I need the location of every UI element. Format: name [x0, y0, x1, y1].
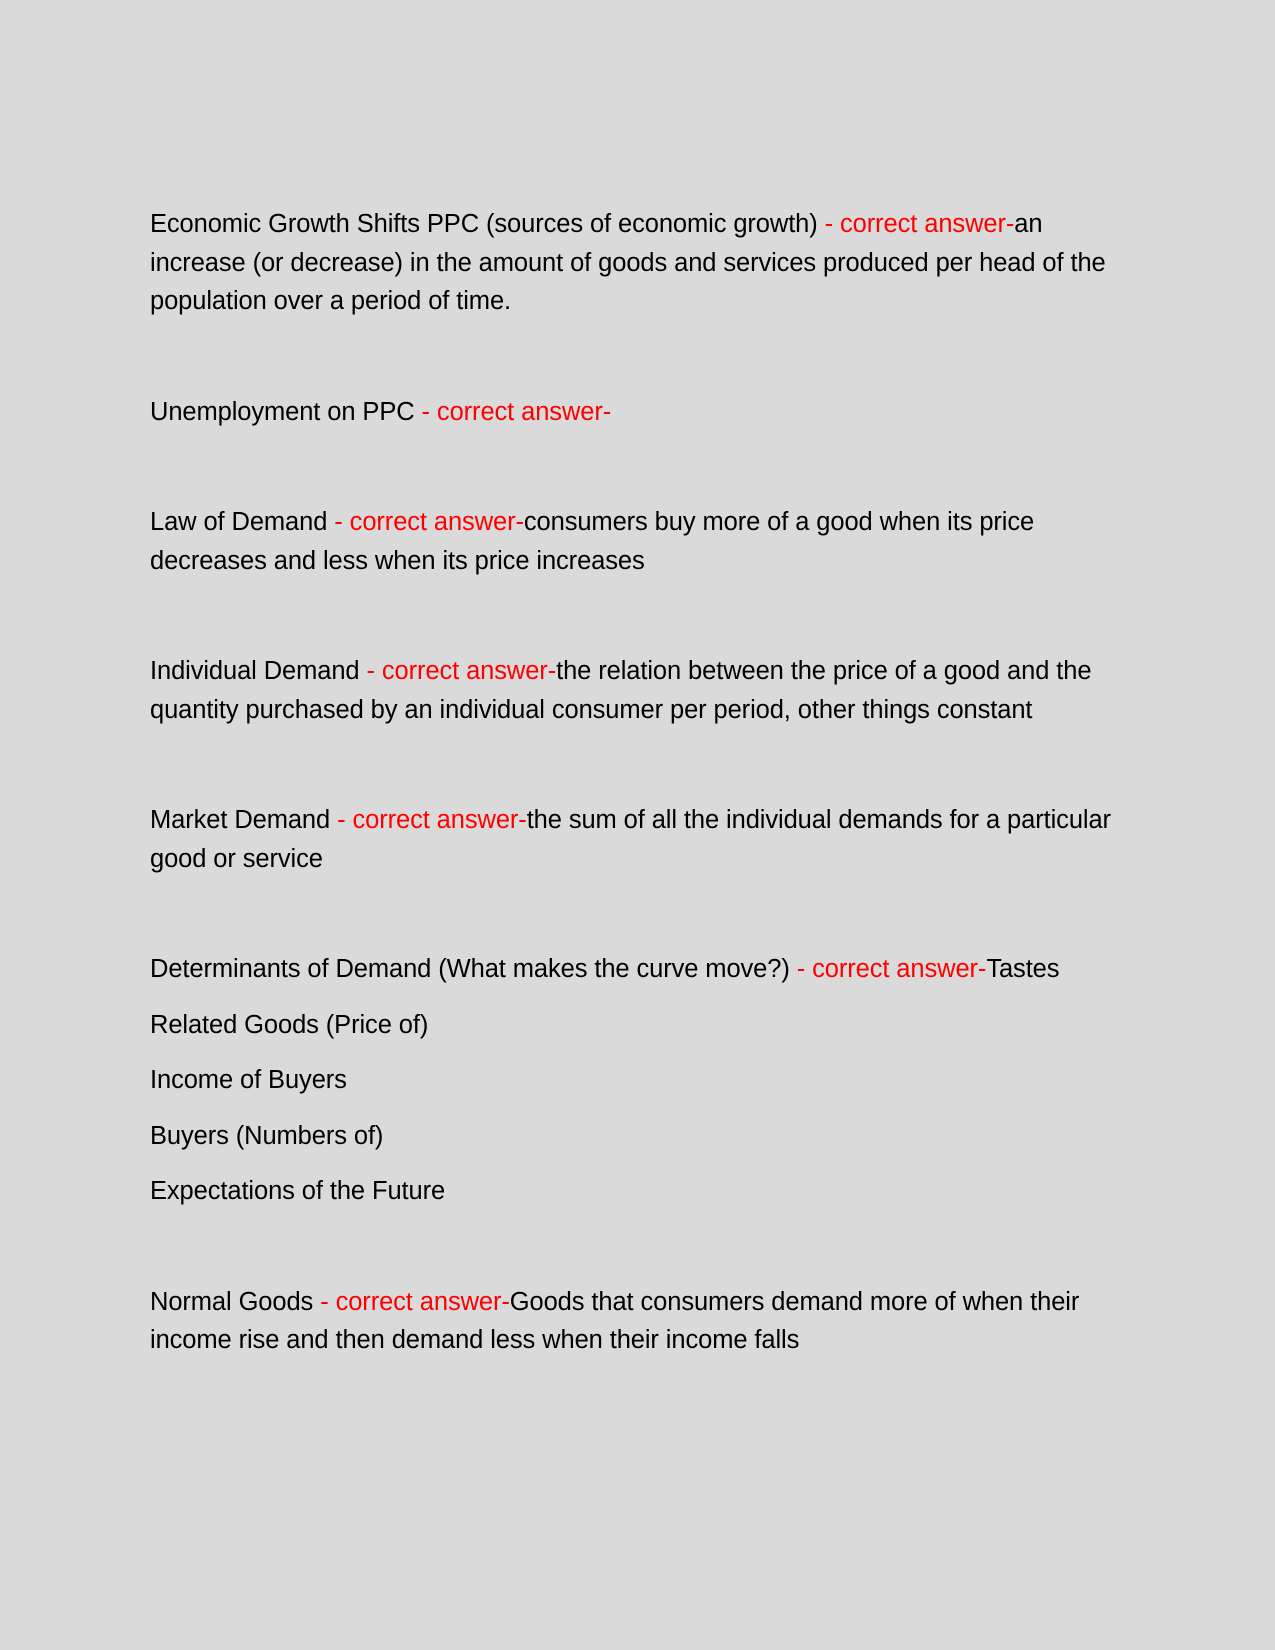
determinant-item: Buyers (Numbers of)	[150, 1121, 384, 1150]
answer-separator: - correct answer-	[313, 1287, 510, 1316]
entry-answer: the relation between the price of a good and the quantity purchased by an individual consumer per period, other things constant	[150, 657, 1092, 724]
entry-answer: an increase (or decrease) in the amount of goods and services produced per head of the population over a period of time.	[150, 210, 1106, 315]
entry-term: Market Demand	[150, 806, 331, 834]
flashcard-entry	[150, 950, 1125, 1211]
entry-answer: Tastes	[986, 955, 1060, 983]
flashcard-entry	[150, 205, 1125, 321]
entry-answer: consumers buy more of a good when its price decreases and less when its price increases	[150, 508, 1035, 575]
answer-separator: - correct answer-	[414, 397, 612, 426]
determinant-item: Related Goods (Price of)	[150, 1010, 429, 1039]
entry-term: Individual Demand	[150, 657, 360, 685]
flashcard-entry	[150, 801, 1125, 878]
answer-separator: - correct answer-	[359, 657, 557, 685]
answer-separator: - correct answer-	[789, 955, 987, 983]
determinant-item: Expectations of the Future	[150, 1177, 446, 1205]
entry-term: Normal Goods	[150, 1287, 314, 1316]
flashcard-entry	[150, 503, 1125, 580]
determinant-item: Income of Buyers	[150, 1066, 347, 1094]
entry-term: Law of Demand	[150, 508, 328, 536]
entry-answer: Goods that consumers demand more of when their income rise and then demand less when their income falls	[150, 1287, 1080, 1354]
flashcard-list	[150, 205, 1125, 1432]
flashcard-entry	[150, 393, 1125, 432]
entry-term: Determinants of Demand (What makes the curve move?)	[150, 955, 790, 983]
entry-answer: the sum of all the individual demands for a particular good or service	[150, 806, 1111, 873]
answer-separator: - correct answer-	[817, 210, 1015, 238]
flashcard-entry	[150, 652, 1125, 729]
entry-term: Unemployment on PPC	[150, 397, 415, 426]
entry-first-line	[150, 950, 1125, 989]
answer-separator: - correct answer-	[330, 806, 527, 834]
flashcard-entry	[150, 1283, 1125, 1360]
entry-term: Economic Growth Shifts PPC (sources of economic growth)	[150, 210, 818, 238]
answer-separator: - correct answer-	[327, 508, 524, 536]
